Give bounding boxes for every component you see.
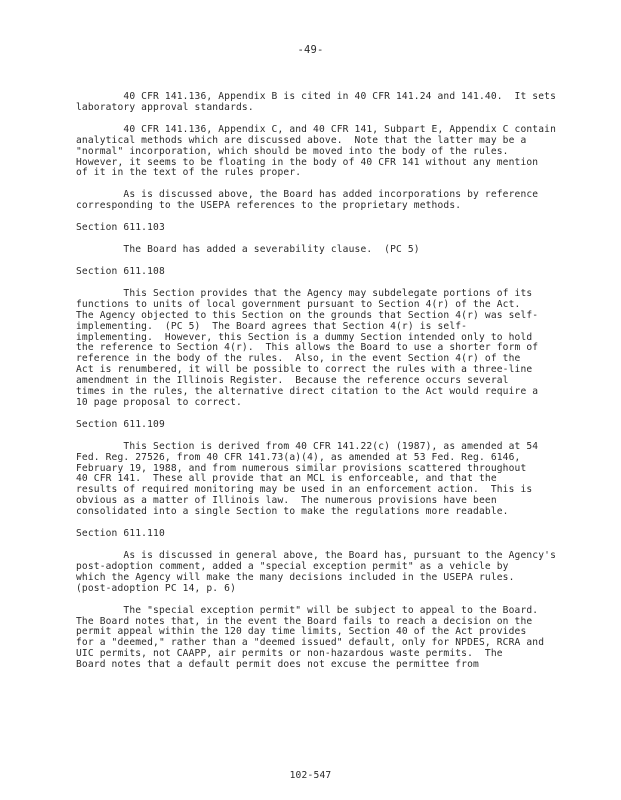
document-body — [76, 91, 556, 682]
paragraph: As is discussed above, the Board has added incorporations by reference corresponding to the USEPA references to the proprietary methods. — [76, 189, 539, 212]
paragraph: The "special exception permit" will be subject to appeal to the Board. The Board notes that, in the event the Board fails to reach a decision on the permit appeal within the 120 day time limits, Section 40 of the Act provides for a "deemed," rather than a "deemed issued" default, only for NPDES, RCRA and UIC permits, not CAAPP, air permits or non-hazardous waste permits. The Board notes that a default permit does not excuse the permittee from — [76, 604, 545, 671]
paragraph: This Section is derived from 40 CFR 141.22(c) (1987), as amended at 54 Fed. Reg. 27526, from 40 CFR 141.73(a)(4), as amended at 53 Fed. Reg. 6146, February 19, 1988, and from numerous similar provisions scattered throughout 40 CFR 141. These all provide that an MCL is enforceable, and that the results of required monitoring may be used in an enforcement action. This is obvious as a matter of Illinois law. The numerous provisions have been consolidated into a single Section to make the regulations more readable. — [76, 440, 539, 518]
paragraph: This Section provides that the Agency may subdelegate portions of its functions to units of local government pursuant to Section 4(r) of the Act. The Agency objected to this Section on the grounds that Section 4(r) was self- implementing. (PC 5) The Board agrees that Section 4(r) is self- implementing. However, this Section is a dummy Section intended only to hold the reference to Section 4(r). This allows the Board to use a shorter form of reference in the body of the rules. Also, in the event Section 4(r) of the Act is renumbered, it will be possible to correct the rules with a three-line amendment in the Illinois Register. Because the reference occurs several times in the rules, the alternative direct citation to the Act would require a 10 page proposal to correct. — [76, 287, 539, 408]
section-heading: Section 611.108 — [76, 265, 165, 277]
page-footer: 102-547 — [289, 770, 332, 781]
section-heading: Section 611.110 — [76, 528, 165, 540]
paragraph: 40 CFR 141.136, Appendix C, and 40 CFR 141, Subpart E, Appendix C contain analytical methods which are discussed above. Note that the latter may be a "normal" incorporation, which should be moved into the body of the rules. However, it seems to be floating in the body of 40 CFR 141 without any mention of it in the text of the rules proper. — [76, 123, 556, 179]
section-heading: Section 611.109 — [76, 418, 165, 430]
paragraph: The Board has added a severability clause. (PC 5) — [76, 244, 420, 256]
page-number: -49- — [297, 44, 324, 56]
paragraph: 40 CFR 141.136, Appendix B is cited in 40 CFR 141.24 and 141.40. It sets laboratory approval standards. — [76, 91, 556, 113]
section-heading: Section 611.103 — [76, 222, 165, 234]
paragraph: As is discussed in general above, the Board has, pursuant to the Agency's post-adoption comment, added a "special exception permit" as a vehicle by which the Agency will make the many decisions included in the USEPA rules. (post-adoption PC 14, p. 6) — [76, 550, 556, 594]
